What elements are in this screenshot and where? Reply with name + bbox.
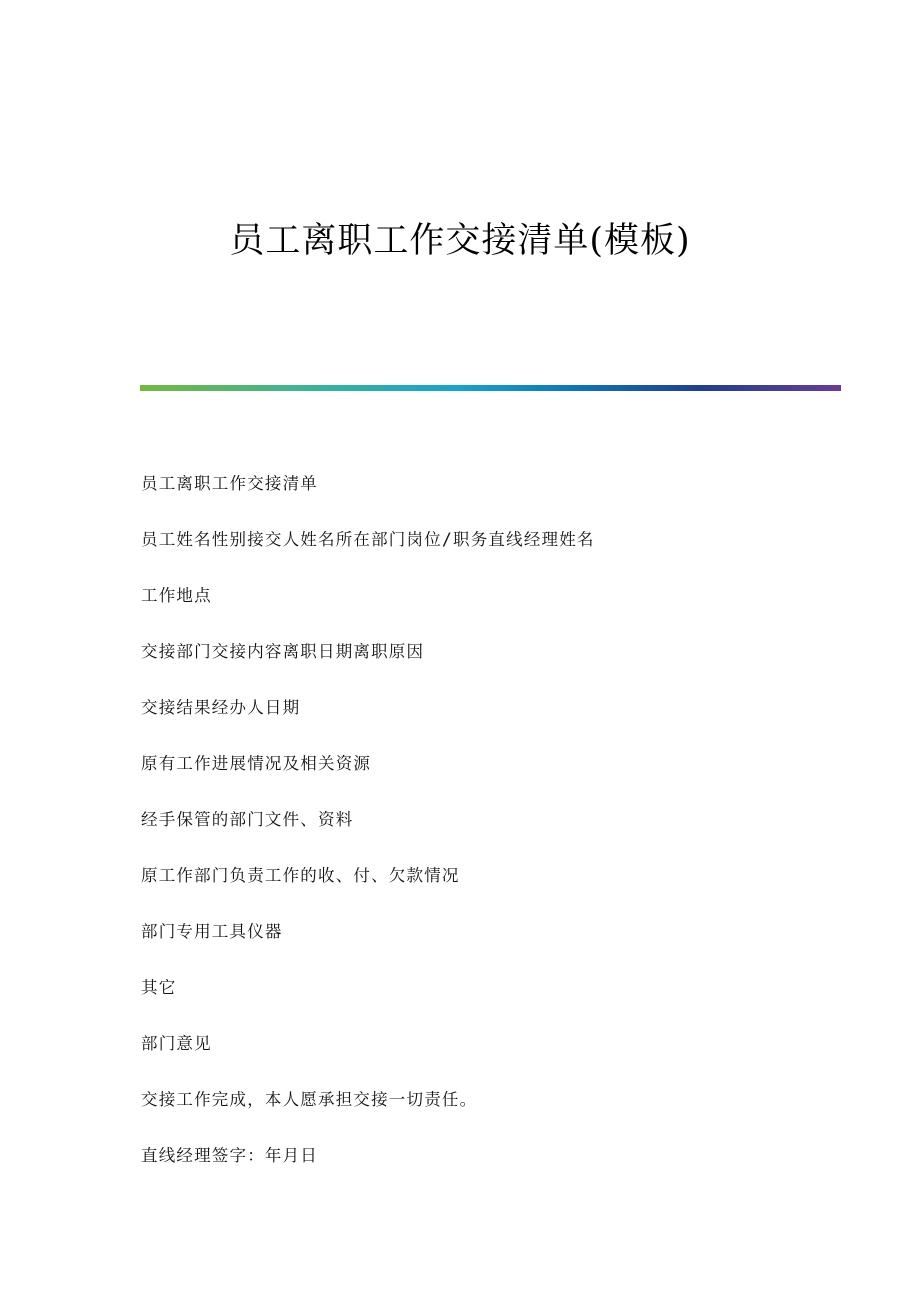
body-line-heading: 员工离职工作交接清单 bbox=[141, 474, 318, 493]
body-line-employee-fields: 员工姓名性别接交人姓名所在部门岗位/职务直线经理姓名 bbox=[141, 530, 595, 549]
gradient-divider bbox=[140, 385, 841, 391]
body-line-completion-statement: 交接工作完成，本人愿承担交接一切责任。 bbox=[141, 1090, 478, 1109]
body-line-result-fields: 交接结果经办人日期 bbox=[141, 698, 301, 717]
body-line-handover-fields: 交接部门交接内容离职日期离职原因 bbox=[141, 642, 425, 661]
body-line-other: 其它 bbox=[141, 978, 177, 997]
body-line-manager-signature: 直线经理签字：年月日 bbox=[141, 1146, 318, 1165]
body-line-work-progress: 原有工作进展情况及相关资源 bbox=[141, 754, 372, 773]
body-line-department-opinion: 部门意见 bbox=[141, 1034, 212, 1053]
document-body bbox=[141, 470, 841, 1198]
body-line-documents: 经手保管的部门文件、资料 bbox=[141, 810, 354, 829]
document-title: 员工离职工作交接清单(模板) bbox=[229, 221, 691, 261]
body-line-work-location: 工作地点 bbox=[141, 586, 212, 605]
body-line-payments: 原工作部门负责工作的收、付、欠款情况 bbox=[141, 866, 460, 885]
body-line-tools: 部门专用工具仪器 bbox=[141, 922, 283, 941]
